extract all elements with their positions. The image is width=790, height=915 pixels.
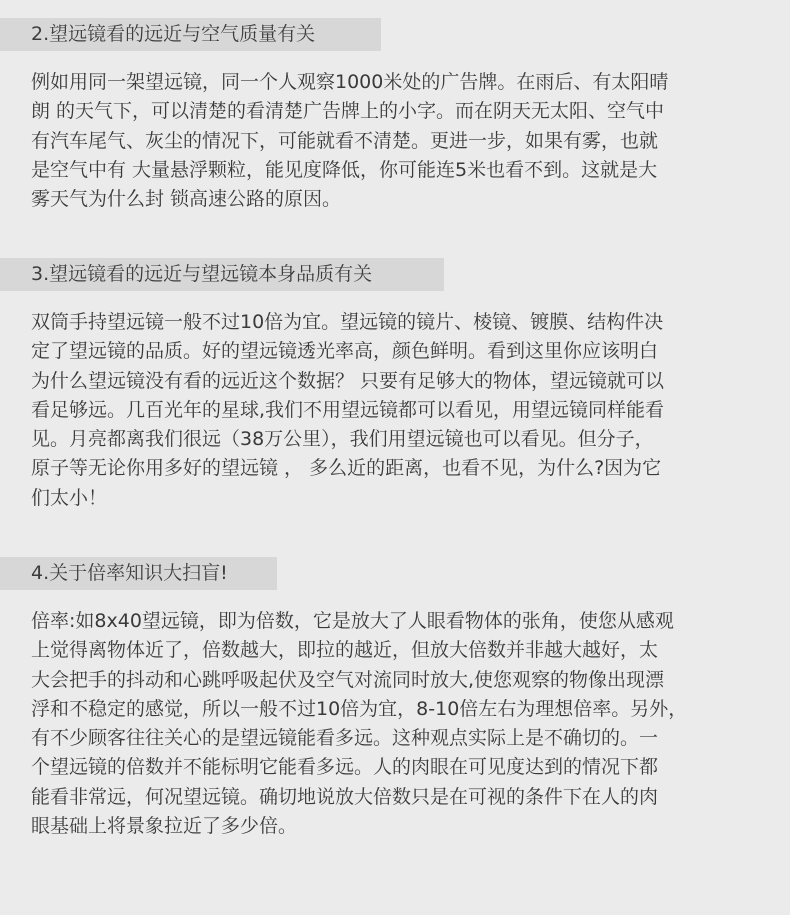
paragraph-line: 浮和不稳定的感觉，所以一般不过10倍为宜，8-10倍左右为理想倍率。另外， (31, 697, 688, 720)
paragraph-line: 们太小！ (31, 486, 108, 509)
paragraph-line: 朗 的天气下，可以清楚的看清楚广告牌上的小字。而在阴天无太阳、空气中 (31, 100, 665, 123)
paragraph-line: 大会把手的抖动和心跳呼吸起伏及空气对流同时放大,使您观察的物像出现漂 (31, 668, 665, 691)
section-paragraph-magnification (31, 607, 771, 841)
section-heading-telescope-quality: 3.望远镜看的远近与望远镜本身品质有关 (0, 258, 444, 291)
section-paragraph-telescope-quality (31, 308, 771, 513)
paragraph-line: 见。月亮都离我们很远（38万公里），我们用望远镜也可以看见。但分子， (31, 428, 654, 451)
paragraph-line: 有汽车尾气、灰尘的情况下，可能就看不清楚。更进一步，如果有雾，也就 (31, 129, 659, 152)
section-paragraph-air-quality (31, 68, 771, 214)
paragraph-line: 双筒手持望远镜一般不过10倍为宜。望远镜的镜片、棱镜、镀膜、结构件决 (31, 311, 664, 333)
section-heading-air-quality: 2.望远镜看的远近与空气质量有关 (0, 18, 381, 51)
paragraph-line: 个望远镜的倍数并不能标明它能看多远。人的肉眼在可见度达到的情况下都 (31, 756, 659, 779)
paragraph-line: 例如用同一架望远镜，同一个人观察1000米处的广告牌。在雨后、有太阳晴 (31, 71, 669, 93)
section-heading-magnification: 4.关于倍率知识大扫盲! (0, 557, 277, 590)
paragraph-line: 原子等无论你用多好的望远镜 ， 多么近的距离，也看不见，为什么?因为它 (31, 457, 662, 480)
paragraph-line: 是空气中有 大量悬浮颗粒，能见度降低，你可能连5米也看不到。这就是大 (31, 158, 658, 181)
paragraph-line: 为什么望远镜没有看的远近这个数据？ 只要有足够大的物体，望远镜就可以 (31, 369, 665, 392)
paragraph-line: 眼基础上将景象拉近了多少倍。 (31, 815, 298, 838)
paragraph-line: 有不少顾客往往关心的是望远镜能看多远。这种观点实际上是不确切的。一 (31, 727, 659, 750)
paragraph-line: 能看非常远，何况望远镜。确切地说放大倍数只是在可视的条件下在人的肉 (31, 785, 659, 808)
paragraph-line: 看足够远。几百光年的星球,我们不用望远镜都可以看见，用望远镜同样能看 (31, 398, 665, 421)
paragraph-line: 倍率:如8x40望远镜，即为倍数，它是放大了人眼看物体的张角，使您从感观 (31, 610, 674, 632)
paragraph-line: 上觉得离物体近了，倍数越大，即拉的越近，但放大倍数并非越大越好，太 (31, 639, 659, 662)
paragraph-line: 雾天气为什么封 锁高速公路的原因。 (31, 188, 342, 211)
paragraph-line: 定了望远镜的品质。好的望远镜透光率高，颜色鲜明。看到这里你应该明白 (31, 340, 659, 363)
